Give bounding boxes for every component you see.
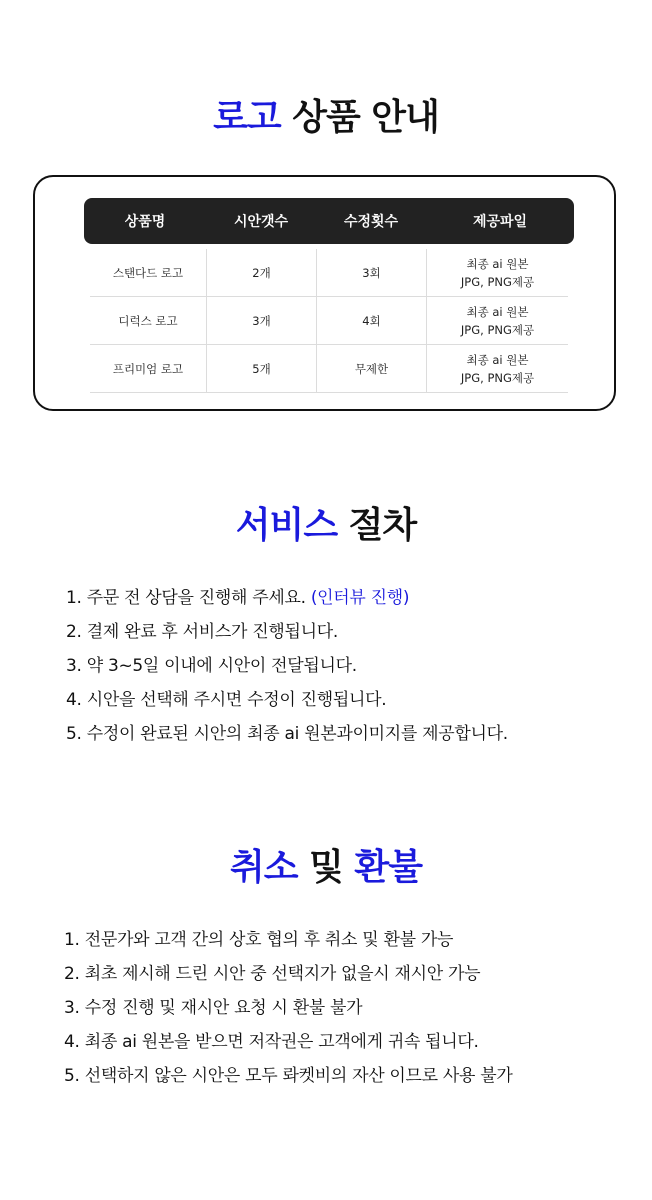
cell-provided-files — [426, 297, 568, 344]
product-table-box — [33, 175, 616, 411]
logo-title-accent: 로고 — [213, 97, 281, 138]
list-item — [66, 683, 508, 717]
cancel-section-title — [0, 846, 652, 890]
list-item — [66, 581, 508, 615]
cancel-title-mid: 및 — [297, 847, 355, 888]
header-product-name: 상품명 — [124, 214, 166, 230]
file-line-1: 최종 ai 원본 — [466, 304, 529, 319]
table-row — [90, 345, 568, 393]
step-highlight: (인터뷰 진행) — [305, 588, 410, 608]
list-item: 3. 수정 진행 및 재시안 요청 시 환불 불가 — [64, 998, 363, 1018]
cell-product-name: 프리미엄 로고 — [112, 361, 184, 376]
service-steps-list — [66, 581, 508, 751]
file-line-1: 최종 ai 원본 — [466, 352, 529, 367]
cell-revision-count: 4회 — [316, 297, 426, 344]
cancel-steps-list — [64, 923, 512, 1093]
step-text: 4. 시안을 선택해 주시면 수정이 진행됩니다. — [66, 690, 387, 710]
cell-product-name: 스탠다드 로고 — [112, 265, 184, 280]
step-text: 3. 약 3~5일 이내에 시안이 전달됩니다. — [66, 656, 357, 676]
table-row — [90, 249, 568, 297]
file-line-2: JPG, PNG제공 — [460, 322, 535, 337]
list-item: 2. 최초 제시해 드린 시안 중 선택지가 없을시 재시안 가능 — [64, 964, 481, 984]
file-line-2: JPG, PNG제공 — [460, 274, 535, 289]
cell-revision-count: 3회 — [316, 249, 426, 296]
service-section-title — [0, 504, 652, 548]
list-item: 1. 전문가와 고객 간의 상호 협의 후 취소 및 환불 가능 — [64, 930, 454, 950]
table-row — [90, 297, 568, 345]
list-item: 5. 선택하지 않은 시안은 모두 롸켓비의 자산 이므로 사용 불가 — [64, 1066, 513, 1086]
cell-draft-count: 5개 — [206, 345, 316, 392]
step-text: 5. 수정이 완료된 시안의 최종 ai 원본과이미지를 제공합니다. — [66, 724, 508, 744]
service-title-rest: 절차 — [337, 505, 417, 546]
step-text: 2. 결제 완료 후 서비스가 진행됩니다. — [66, 622, 338, 642]
step-text: 1. 주문 전 상담을 진행해 주세요. — [66, 588, 306, 608]
cancel-title-accent-2: 환불 — [354, 847, 422, 888]
logo-title-rest: 상품 안내 — [280, 97, 439, 138]
header-provided-files: 제공파일 — [472, 214, 528, 230]
cell-draft-count: 2개 — [206, 249, 316, 296]
list-item: 4. 최종 ai 원본을 받으면 저작권은 고객에게 귀속 됩니다. — [64, 1032, 479, 1052]
list-item — [66, 615, 508, 649]
list-item — [66, 649, 508, 683]
list-item — [66, 717, 508, 751]
header-revision-count: 수정횟수 — [343, 214, 399, 230]
logo-section-title — [0, 96, 652, 140]
product-table-body — [90, 249, 568, 393]
cell-provided-files — [426, 345, 568, 392]
cell-product-name: 디럭스 로고 — [118, 313, 178, 328]
file-line-2: JPG, PNG제공 — [460, 370, 535, 385]
file-line-1: 최종 ai 원본 — [466, 256, 529, 271]
cancel-title-accent-1: 취소 — [230, 847, 298, 888]
cell-provided-files — [426, 249, 568, 296]
cell-revision-count: 무제한 — [316, 345, 426, 392]
cell-draft-count: 3개 — [206, 297, 316, 344]
product-table-header — [84, 198, 574, 244]
header-draft-count: 시안갯수 — [233, 214, 289, 230]
service-title-accent: 서비스 — [235, 505, 338, 546]
